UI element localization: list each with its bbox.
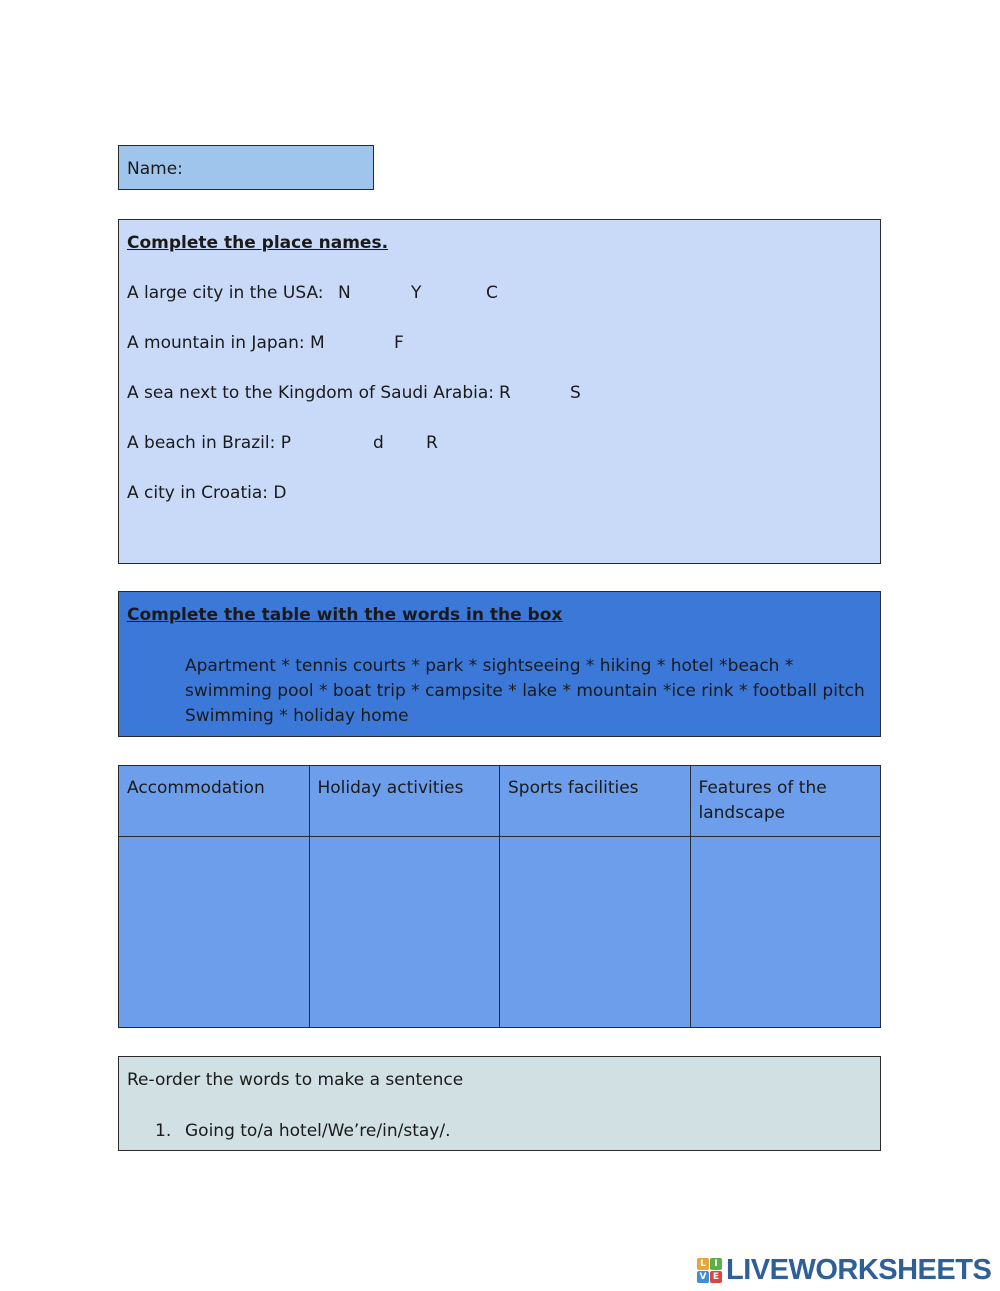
place-names-section — [118, 219, 881, 564]
place-item-japan-letter-1: F — [394, 333, 404, 353]
word-box-heading: Complete the table with the words in the box — [127, 605, 563, 625]
liveworksheets-logo — [697, 1255, 991, 1285]
place-item-usa-prompt: A large city in the USA: — [127, 283, 324, 303]
reorder-item-number: 1. — [155, 1121, 172, 1141]
logo-mark-icon — [697, 1258, 722, 1283]
header-holiday-activities: Holiday activities — [309, 766, 500, 837]
logo-text: LIVEWORKSHEETS — [726, 1253, 992, 1286]
place-item-brazil-letter-2: R — [426, 433, 438, 453]
answer-cell-features-of-landscape[interactable] — [690, 837, 881, 1028]
place-item-saudi-prompt: A sea next to the Kingdom of Saudi Arabia: — [127, 383, 494, 403]
place-item-japan-prompt: A mountain in Japan: M — [127, 333, 325, 353]
reorder-section — [118, 1056, 881, 1151]
logo-mark-letter-3: V — [697, 1271, 709, 1283]
word-list: Apartment * tennis courts * park * sightseeing * hiking * hotel *beach * swimming pool * boat trip * campsite * lake * mountain *ice rink * football pitch Swimming * holiday home — [185, 656, 865, 726]
word-box-section — [118, 591, 881, 737]
logo-mark-letter-2: I — [710, 1258, 722, 1270]
answer-cell-holiday-activities[interactable] — [309, 837, 500, 1028]
answer-cell-sports-facilities[interactable] — [500, 837, 691, 1028]
place-item-usa-letter-3: C — [486, 283, 498, 303]
answer-cell-accommodation[interactable] — [119, 837, 310, 1028]
place-item-usa-letter-1: N — [338, 283, 351, 303]
reorder-title: Re-order the words to make a sentence — [127, 1070, 464, 1090]
reorder-sentence: Going to/a hotel/We’re/in/stay/. — [185, 1121, 451, 1141]
name-field-box[interactable] — [118, 145, 374, 190]
header-accommodation: Accommodation — [119, 766, 310, 837]
name-label: Name: — [127, 159, 183, 179]
header-sports-facilities: Sports facilities — [500, 766, 691, 837]
place-item-brazil-prompt: A beach in Brazil: P — [127, 433, 291, 453]
place-item-saudi-letter-2: S — [570, 383, 581, 403]
place-item-usa-letter-2: Y — [411, 283, 422, 303]
place-item-croatia-prompt: A city in Croatia: D — [127, 483, 287, 503]
place-item-saudi-letter-1: R — [499, 383, 511, 403]
header-features-of-landscape: Features of the landscape — [690, 766, 881, 837]
place-item-brazil-letter-1: d — [373, 433, 384, 453]
place-names-heading: Complete the place names. — [127, 233, 389, 253]
logo-mark-letter-4: E — [710, 1271, 722, 1283]
logo-mark-letter-1: L — [697, 1258, 709, 1270]
category-table — [118, 765, 881, 1028]
